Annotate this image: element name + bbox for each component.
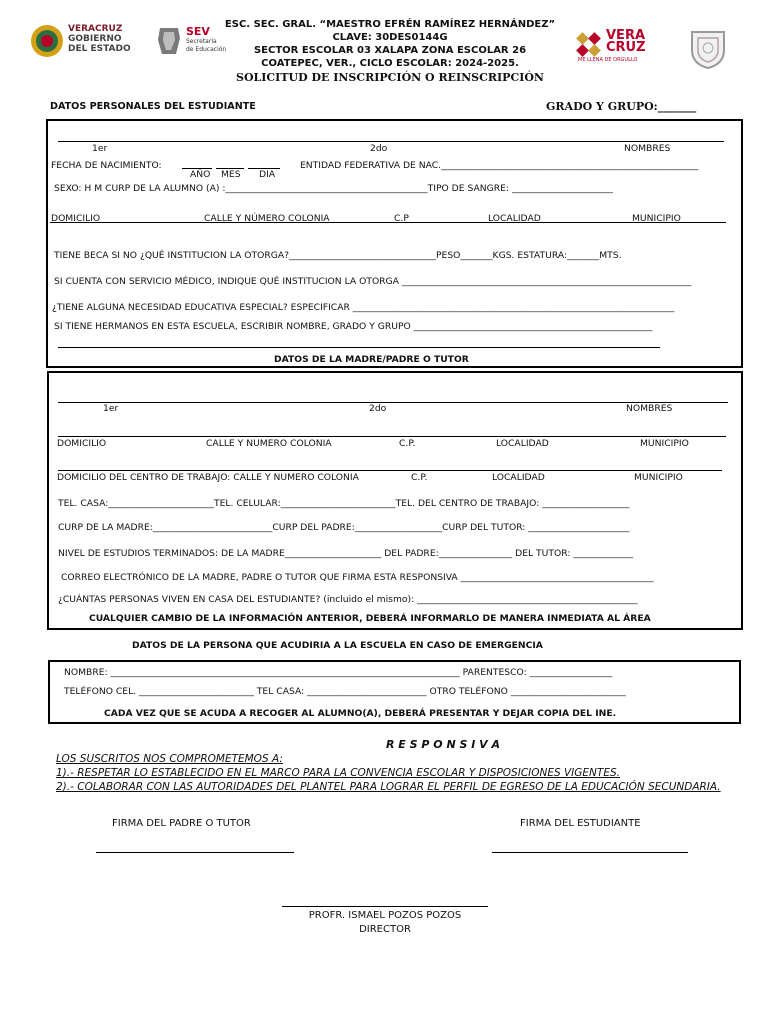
tutor-phones-row[interactable]: TEL. CASA:_______________________TEL. CELULAR:_________________________TEL. DEL CENTRO DE TRABAJO: ___________________ [58,498,630,509]
brand-text-vera: VERA [606,28,646,43]
tutor-signature-label: FIRMA DEL PADRE O TUTOR [112,818,251,829]
brand-text-cruz: CRUZ [606,40,646,55]
scholarship-row[interactable]: TIENE BECA SI NO ¿QUÉ INSTITUCION LA OTORGA?________________________________PESO_______KGS. ESTATURA:_______MTS. [54,250,622,261]
grade-group-field[interactable]: GRADO Y GRUPO:_______ [546,100,697,113]
tutor-work-address-field[interactable] [58,470,722,471]
student-name-label-2do: 2do [370,143,388,154]
school-crest-icon [688,28,728,70]
tutor-work-domicilio: DOMICILIO DEL CENTRO DE TRABAJO: CALLE Y NUMERO COLONIA [57,472,359,483]
tutor-addr-domicilio: DOMICILIO [57,438,107,449]
tutor-name-label-nombres: NOMBRES [626,403,673,414]
emergency-section-title: DATOS DE LA PERSONA QUE ACUDIRIA A LA ESCUELA EN CASO DE EMERGENCIA [132,640,543,651]
responsiva-intro: LOS SUSCRITOS NOS COMPROMETEMOS A: [56,753,283,765]
student-addr-calle: CALLE Y NÚMERO COLONIA [204,213,330,224]
student-name-label-nombres: NOMBRES [624,143,671,154]
responsiva-item-1: 1).- RESPETAR LO ESTABLECIDO EN EL MARCO PARA LA CONVENCIA ESCOLAR Y DISPOSICIONES VIGENTES. [56,767,620,779]
director-title: DIRECTOR [359,924,411,935]
school-cycle: COATEPEC, VER., CICLO ESCOLAR: 2024-2025. [261,58,519,69]
student-addr-municipio: MUNICIPIO [632,213,681,224]
responsiva-item-2: 2).- COLABORAR CON LAS AUTORIDADES DEL PLANTEL PARA LOGRAR EL PERFIL DE EGRESO DE LA EDUCACIÓN SECUNDARIA. [56,781,721,793]
tutor-name-label-1er: 1er [103,403,119,414]
veracruz-gobierno-logo [30,24,150,58]
sev-subtitle-1: Secretaría [186,38,217,45]
sev-map-icon [156,26,182,56]
school-name: ESC. SEC. GRAL. “MAESTRO EFRÉN RAMÍREZ HERNÁNDEZ” [224,19,556,30]
birth-day-label: DIA [259,169,276,180]
student-addr-domicilio: DOMICILIO [51,213,101,224]
siblings-extra-line[interactable] [58,347,660,348]
tutor-work-municipio: MUNICIPIO [634,472,683,483]
tutor-address-field[interactable] [58,436,726,437]
tutor-work-localidad: LOCALIDAD [492,472,545,483]
tutor-change-notice: CUALQUIER CAMBIO DE LA INFORMACIÓN ANTERIOR, DEBERÁ INFORMARLO DE MANERA INMEDIATA AL ÁREA [89,613,651,624]
veracruz-pattern-icon [576,32,602,58]
school-sector: SECTOR ESCOLAR 03 XALAPA ZONA ESCOLAR 26 [253,45,527,56]
birth-date-label: FECHA DE NACIMIENTO: [51,160,162,171]
birth-month-label: MES [221,169,241,180]
tutor-addr-localidad: LOCALIDAD [496,438,549,449]
emergency-ine-notice: CADA VEZ QUE SE ACUDA A RECOGER AL ALUMNO(A), DEBERÁ PRESENTAR Y DEJAR COPIA DEL INE. [104,708,617,719]
student-addr-localidad: LOCALIDAD [488,213,541,224]
logo-text-del-estado: DEL ESTADO [68,44,131,54]
student-name-label-1er: 1er [92,143,108,154]
special-needs-row[interactable]: ¿TIENE ALGUNA NECESIDAD EDUCATIVA ESPECIAL? ESPECIFICAR ______________________________________________________________________ [52,302,675,313]
birth-state-field[interactable]: ENTIDAD FEDERATIVA DE NAC.________________________________________________________ [300,160,699,171]
school-crest-logo [688,28,728,74]
household-count-row[interactable]: ¿CUÁNTAS PERSONAS VIVEN EN CASA DEL ESTUDIANTE? (incluido el mismo): ________________________________________________ [58,594,638,605]
director-signature-line [282,906,488,907]
sev-subtitle-2: de Educación [186,46,227,53]
student-signature-label: FIRMA DEL ESTUDIANTE [520,818,641,829]
emergency-phones-row[interactable]: TELÉFONO CEL. _________________________ TEL CASA: __________________________ OTRO TELÉFONO _________________________ [64,686,626,697]
student-addr-cp: C.P [394,213,409,224]
student-address-field[interactable] [50,222,726,223]
medical-service-row[interactable]: SI CUENTA CON SERVICIO MÉDICO, INDIQUE QUÉ INSTITUCION LA OTORGA _______________________________________________________________ [54,276,692,287]
veracruz-brand-logo [576,30,676,64]
page-title: SOLICITUD DE INSCRIPCIÓN O REINSCRIPCIÓN [236,71,544,84]
tutor-addr-municipio: MUNICIPIO [640,438,689,449]
emergency-name-row[interactable]: NOMBRE: ____________________________________________________________________________ PARENTESCO: __________________ [64,667,613,678]
sex-curp-bloodtype-row[interactable]: SEXO: H M CURP DE LA ALUMNO (A) :____________________________________________TIPO DE SANGRE: ______________________ [54,183,614,194]
tutor-curp-row[interactable]: CURP DE LA MADRE:__________________________CURP DEL PADRE:___________________CURP DEL TUTOR: ______________________ [58,522,630,533]
birth-year-label: AÑO [190,169,211,180]
responsiva-title: R E S P O N S I V A [386,738,501,751]
tutor-education-row[interactable]: NIVEL DE ESTUDIOS TERMINADOS: DE LA MADRE_____________________ DEL PADRE:________________ DEL TUTOR: _____________ [58,548,634,559]
director-name: PROFR. ISMAEL POZOS POZOS [308,910,462,921]
tutor-addr-cp: C.P. [399,438,416,449]
tutor-signature-line[interactable] [96,852,294,853]
school-clave: CLAVE: 30DES0144G [332,32,448,43]
siblings-row[interactable]: SI TIENE HERMANOS EN ESTA ESCUELA, ESCRIBIR NOMBRE, GRADO Y GRUPO ____________________________________________________ [54,321,653,332]
tutor-name-label-2do: 2do [369,403,387,414]
student-section-title: DATOS PERSONALES DEL ESTUDIANTE [50,101,256,112]
tutor-section-title: DATOS DE LA MADRE/PADRE O TUTOR [274,354,469,365]
veracruz-shield-icon [30,24,64,58]
logo-text-gobierno: GOBIERNO [68,34,122,44]
brand-slogan: ME LLENA DE ORGULLO [578,57,638,63]
tutor-work-cp: C.P. [411,472,428,483]
tutor-addr-calle: CALLE Y NUMERO COLONIA [206,438,332,449]
student-name-field[interactable] [58,141,724,142]
tutor-email-row[interactable]: CORREO ELECTRÓNICO DE LA MADRE, PADRE O TUTOR QUE FIRMA ESTA RESPONSIVA __________________________________________ [61,572,654,583]
sev-title: SEV [186,25,210,38]
logo-text-veracruz: VERACRUZ [68,24,123,34]
student-signature-line[interactable] [492,852,688,853]
